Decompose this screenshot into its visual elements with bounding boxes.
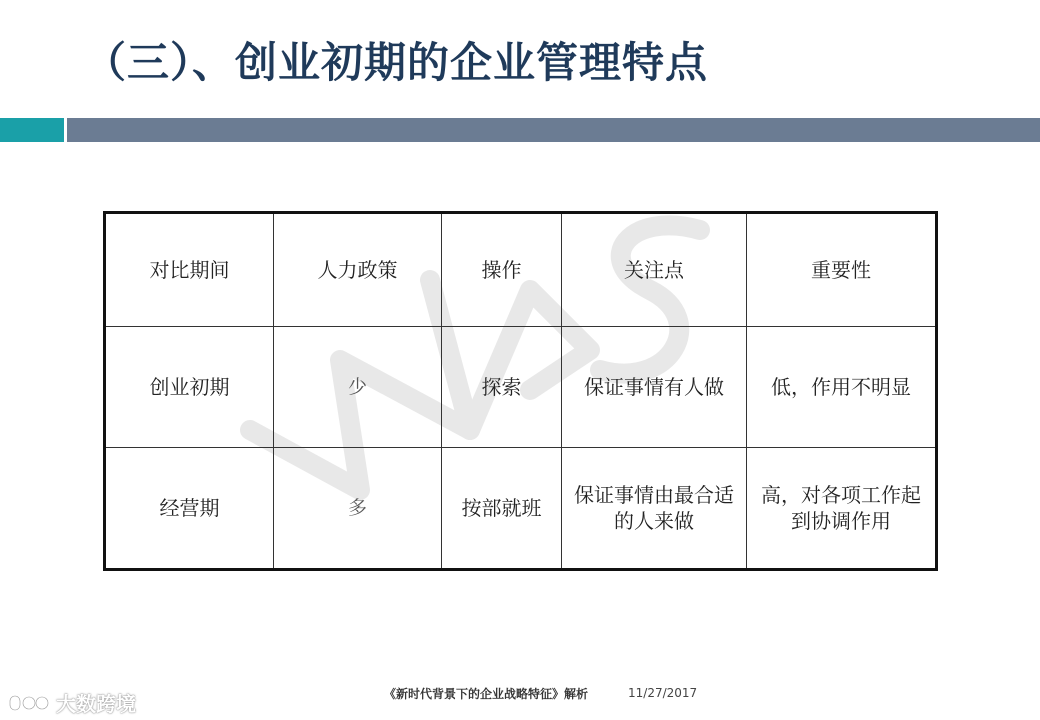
table-cell: 高，对各项工作起到协调作用 [747,448,937,570]
table-cell: 多 [274,448,442,570]
table-cell: 保证事情由最合适的人来做 [562,448,747,570]
table-cell: 保证事情有人做 [562,327,747,448]
comparison-table [103,211,938,571]
table-cell: 按部就班 [442,448,562,570]
header-accent-slate-bar [67,118,1040,142]
footer-date: 11/27/2017 [628,686,698,700]
header-cell-importance: 重要性 [747,213,937,327]
slide-title: （三）、创业初期的企业管理特点 [84,38,709,87]
table-cell: 少 [274,327,442,448]
table-row [105,327,937,448]
table-cell: 创业初期 [105,327,274,448]
brand-name: 大数跨境 [56,692,136,716]
table-cell: 低，作用不明显 [747,327,937,448]
footer-title: 《新时代背景下的企业战略特征》解析 [384,687,589,701]
table-row [105,448,937,570]
header-accent-teal-bar [0,118,64,142]
table-header-row [105,213,937,327]
header-cell-period: 对比期间 [105,213,274,327]
brand-logo-icon [8,693,52,713]
header-cell-hr-policy: 人力政策 [274,213,442,327]
table-cell: 经营期 [105,448,274,570]
brand-watermark [8,688,136,717]
header-cell-focus: 关注点 [562,213,747,327]
table-cell: 探索 [442,327,562,448]
header-cell-operation: 操作 [442,213,562,327]
